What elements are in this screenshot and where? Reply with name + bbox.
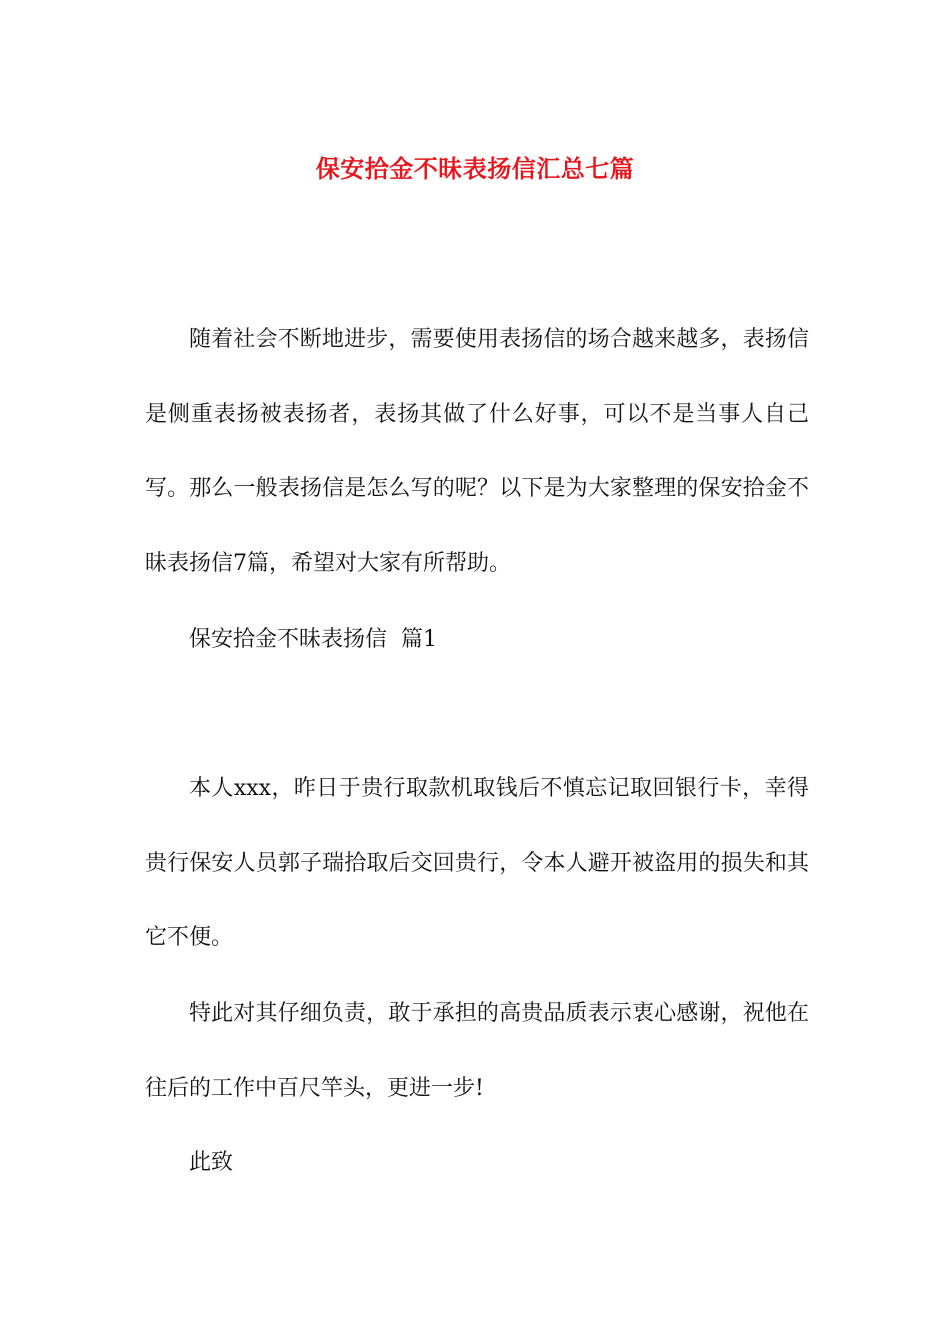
intro-paragraph: 随着社会不断地进步，需要使用表扬信的场合越来越多，表扬信是侧重表扬被表扬者，表扬其做了什么好事，可以不是当事人自己写。那么一般表扬信是怎么写的呢？以下是为大家整理的保安拾金不昧表扬信7篇，希望对大家有所帮助。 [145, 327, 809, 576]
body-paragraph-2: 特此对其仔细负责，敢于承担的高贵品质表示衷心感谢，祝他在往后的工作中百尺竿头，更进一步! [145, 1001, 809, 1101]
body-paragraph-1: 本人xxx，昨日于贵行取款机取钱后不慎忘记取回银行卡，幸得贵行保安人员郭子瑞拾取后交回贵行，令本人避开被盗用的损失和其它不便。 [145, 776, 809, 950]
section-heading: 保安拾金不昧表扬信 篇1 [189, 627, 437, 652]
closing-salutation: 此致 [189, 1150, 234, 1175]
document-title: 保安拾金不昧表扬信汇总七篇 [315, 154, 635, 184]
